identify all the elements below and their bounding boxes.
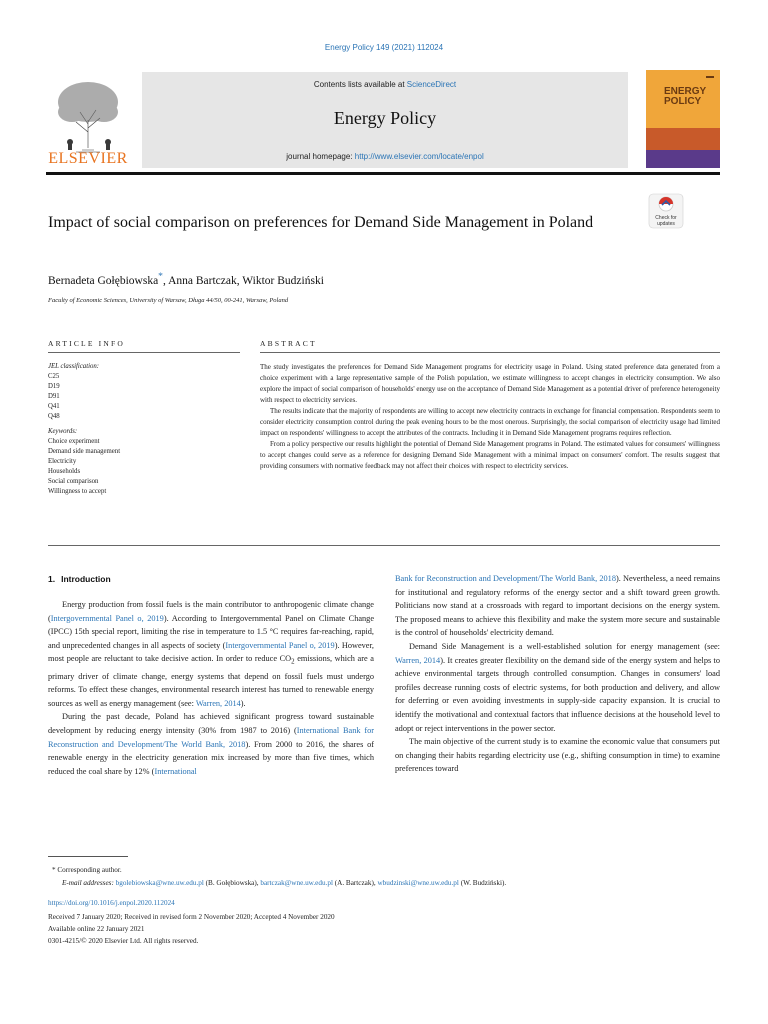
cover-title-line-2: POLICY	[664, 96, 702, 107]
body-column-left	[48, 598, 374, 778]
abstract-body	[260, 362, 720, 472]
body-paragraph	[48, 710, 374, 778]
footnote-text: Corresponding author.	[55, 866, 122, 874]
keyword: Willingness to accept	[48, 488, 107, 496]
section-title: Introduction	[61, 574, 111, 584]
body-paragraph	[395, 640, 720, 735]
sciencedirect-link[interactable]: ScienceDirect	[406, 80, 457, 89]
text-run: Energy production from fossil fuels is the main contributor to anthropogenic climate change (	[48, 600, 374, 623]
body-column-right	[395, 572, 720, 776]
text-run: ). However, most people are reluctant to take decisive action. In order to reduce CO	[48, 640, 374, 664]
jel-code: C25	[48, 373, 60, 381]
text-run: ). From 2000 to 2016, the shares of renewable energy in the electricity generation mix increased by more than five times, which reduced the coal share by 12% (	[48, 739, 375, 776]
contents-line	[142, 80, 628, 89]
homepage-prefix: journal homepage:	[286, 152, 355, 161]
article-info-heading: ARTICLE INFO	[48, 339, 125, 348]
journal-reference[interactable]: Energy Policy 149 (2021) 112024	[324, 43, 444, 52]
contents-prefix: Contents lists available at	[313, 80, 407, 89]
journal-title: Energy Policy	[333, 108, 437, 128]
email-label: E-mail addresses:	[62, 879, 116, 887]
citation-link[interactable]: International Bank for Reconstruction and Development/The World Bank, 2018	[48, 726, 375, 749]
text-run: ). It creates greater flexibility on the demand side of the energy system and helps to achieve environmental targets through controlled consumption. Changes in consumers' load profiles decrease running costs of electric systems, for both production and delivery, and allow for deferring or even avoiding investments in supply-side capacity expansion. It is crucial to identify the motivational and contextual factors that influence decisions at the household level to adopt or reject interventions in the power sector.	[395, 655, 720, 733]
corresponding-author-mark[interactable]: *	[158, 271, 163, 282]
abstract-rule	[260, 352, 720, 353]
journal-homepage-line	[142, 152, 628, 161]
email-owner: (A. Bartczak),	[332, 879, 378, 887]
keyword: Electricity	[48, 457, 77, 465]
email-link[interactable]: bgolebiowska@wne.uw.edu.pl	[115, 879, 204, 887]
body-paragraph	[48, 598, 374, 710]
header-divider	[46, 172, 720, 175]
body-paragraph	[395, 572, 720, 640]
jel-code: D19	[48, 383, 60, 391]
email-owner: (W. Budziński).	[458, 879, 507, 887]
email-addresses	[62, 879, 722, 887]
online-date: Available online 22 January 2021	[48, 925, 145, 933]
abstract-paragraph: The results indicate that the majority of respondents are willing to accept new electricity contracts in exchange for financial compensation. Respondents seem to consider electricity consumption control during the peak evening hours to be the most onerous. Surprisingly, the social comparison of electricity usage had limited impact on respondents' willingness to accept the attributes of the contracts. Including it in Demand Side Management programs requires reflection.	[260, 407, 720, 437]
cover-band-bottom	[646, 150, 720, 168]
keyword: Demand side management	[48, 447, 121, 455]
check-for-updates-line-2: updates	[657, 221, 675, 227]
other-authors: , Anna Bartczak, Wiktor Budziński	[162, 274, 324, 287]
doi-link[interactable]: https://doi.org/10.1016/j.enpol.2020.112024	[48, 899, 175, 907]
cover-title	[664, 87, 706, 107]
subscript: 2	[291, 659, 295, 667]
keywords-label: Keywords:	[48, 427, 78, 435]
keyword: Social comparison	[48, 478, 99, 486]
citation-link[interactable]: Intergovernmental Panel o, 2019	[225, 640, 335, 650]
citation-link[interactable]: International	[154, 766, 197, 776]
citation-link[interactable]: Bank for Reconstruction and Development/The World Bank, 2018	[395, 574, 616, 583]
abstract-paragraph: From a policy perspective our results highlight the potential of Demand Side Management programs in Poland. The estimated values for consumers' willingness to accept changes could serve as a reference for designing Demand Side Management with a minimal impact on consumers' comfort. The results suggest that providing consumers with normative feedback may not affect their choices with respect to electricity services.	[260, 440, 720, 470]
email-link[interactable]: wbudzinski@wne.uw.edu.pl	[377, 879, 459, 887]
text-run: ). According to Intergovernmental Panel on Climate Change (IPCC) 15th special report, limiting the rise in temperature to 1.5 °C requires far-reaching, rapid, and unprecedented changes in all aspects of society (	[48, 613, 375, 650]
citation-link[interactable]: Warren, 2014	[395, 655, 441, 665]
received-dates: Received 7 January 2020; Received in revised form 2 November 2020; Accepted 4 November 2020	[48, 913, 335, 921]
publisher-wordmark: ELSEVIER	[48, 150, 128, 167]
text-run: emissions, which are a primary driver of climate change, energy systems that depend on fossil fuels must undergo reforms. To effect these changes, environmental research interest has turned to renewable energy sources as well as energy management (see:	[48, 654, 374, 708]
abstract-paragraph: The study investigates the preferences for Demand Side Management programs for electricity usage in Poland. Using stated preference data generated from a choice experiment with a large representative sample of the Polish population, we estimate willingness to accept changes in electricity consumption. We also explore the impact of social comparison of households' energy use on the acceptance of Demand Side Management as a potential driver of preference heterogeneity with respect to electricity services.	[260, 363, 720, 404]
section-heading-introduction	[48, 574, 111, 584]
keyword: Households	[48, 467, 81, 475]
affiliation: Faculty of Economic Sciences, University of Warsaw, Długa 44/50, 00-241, Warsaw, Poland	[48, 297, 289, 304]
journal-cover-thumbnail[interactable]	[646, 70, 720, 168]
jel-label: JEL classification:	[48, 363, 100, 370]
citation-link[interactable]: Intergovernmental Panel o, 2019	[50, 613, 164, 623]
abstract-heading: ABSTRACT	[260, 339, 317, 348]
article-info-rule	[48, 352, 240, 353]
check-for-updates-label	[648, 215, 684, 227]
author-list	[48, 271, 324, 287]
email-link[interactable]: bartczak@wne.uw.edu.pl	[260, 879, 333, 887]
corresponding-author-note	[52, 866, 122, 874]
cover-mark	[706, 76, 714, 78]
footnote-rule	[48, 856, 128, 857]
check-for-updates-line-1: Check for	[655, 215, 677, 221]
jel-code: D91	[48, 393, 60, 401]
citation-link[interactable]: Warren, 2014	[195, 698, 241, 708]
text-run: During the past decade, Poland has achieved significant progress toward sustainable development by reducing energy intensity (30% from 1987 to 2016) (	[48, 712, 374, 735]
body-paragraph: The main objective of the current study is to examine the economic value that consumers put on changing their habits regarding electricity use (e.g., shifting consumption in time) to examine preferences toward	[395, 737, 720, 774]
text-run: ).	[240, 698, 246, 708]
keyword: Choice experiment	[48, 437, 100, 445]
jel-code: Q41	[48, 403, 60, 411]
journal-homepage-link[interactable]: http://www.elsevier.com/locate/enpol	[354, 152, 484, 161]
abstract-bottom-rule	[48, 545, 720, 546]
cover-title-line-1: ENERGY	[664, 86, 707, 97]
copyright-line: 0301-4215/© 2020 Elsevier Ltd. All rights reserved.	[48, 937, 199, 945]
jel-code: Q48	[48, 413, 60, 421]
paper-title: Impact of social comparison on preferences for Demand Side Management in Poland	[48, 214, 594, 231]
text-run: ). Nevertheless, a need remains for institutional and regulatory reforms of the energy sector and a shift toward green growth. Politicians now stand at a crossroads with regard to important decisions on the energy system. The proposed means to achieve this flexibility and make the system more secure and sustainable is the control of households' electricity demand.	[395, 574, 720, 638]
article-info-panel	[48, 362, 238, 497]
section-number: 1.	[48, 574, 56, 584]
text-run: Demand Side Management is a well-established solution for energy management (see:	[409, 641, 720, 651]
email-owner: (B. Gołębiowska),	[203, 879, 261, 887]
author-name: Bernadeta Gołębiowska	[48, 274, 159, 287]
footnote-mark: *	[52, 866, 56, 874]
